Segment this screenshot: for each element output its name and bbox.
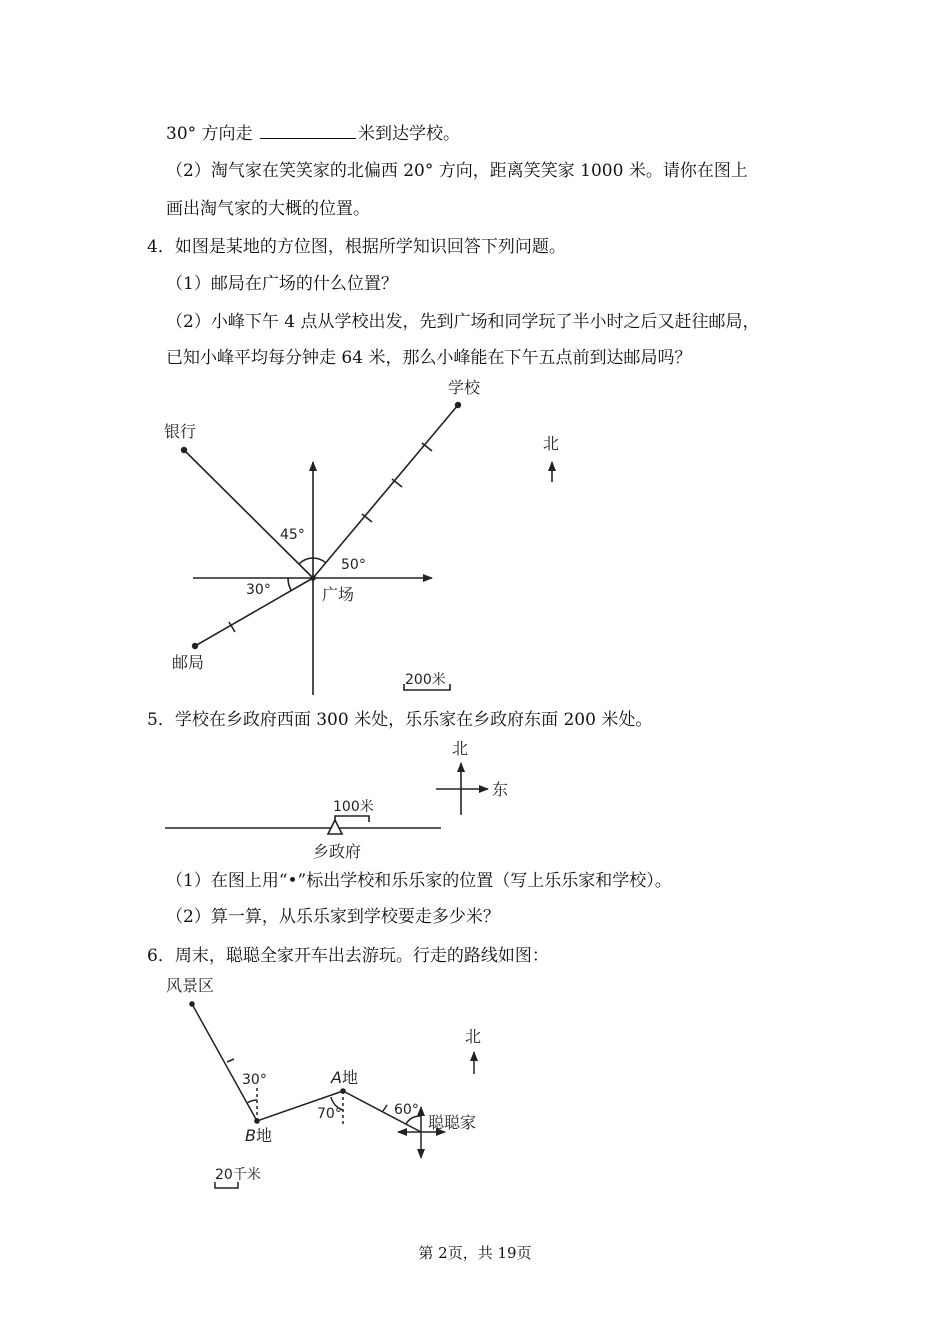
angle-50-label: 50° [341, 557, 366, 573]
q5-part1: （1）在图上用“•”标出学校和乐乐家的位置（写上乐乐家和学校）。 [166, 871, 672, 891]
q5-title: 5．学校在乡政府西面 300 米处，乐乐家在乡政府东面 200 米处。 [147, 710, 653, 730]
line-to-school [313, 405, 458, 578]
gov-label: 乡政府 [313, 842, 362, 861]
page-footer: 第 2页，共 19页 [418, 1244, 532, 1262]
angle-home-label: 60° [394, 1102, 419, 1118]
angle-45-label: 45° [280, 527, 305, 543]
q6-title: 6．周末，聪聪全家开车出去游玩。行走的路线如图： [147, 946, 549, 966]
bank-point [181, 447, 187, 453]
b-label [245, 1126, 272, 1145]
scale-label: 200米 [405, 672, 446, 688]
q3-part2-line1: （2）淘气家在笑笑家的北偏西 20° 方向，距离笑笑家 1000 米。请你在图上 [166, 161, 748, 181]
q4-part2-line1: （2）小峰下午 4 点从学校出发，先到广场和同学玩了半小时之后又赶往邮局， [166, 312, 760, 332]
bank-label: 银行 [164, 422, 197, 441]
q4-part2-line2: 已知小峰平均每分钟走 64 米，那么小峰能在下午五点前到达邮局吗？ [166, 348, 692, 368]
q4-part1: （1）邮局在广场的什么位置？ [166, 274, 398, 294]
gov-marker [328, 820, 342, 834]
line-to-bank [184, 450, 313, 578]
a-suffix: 地 [341, 1068, 358, 1087]
q5-part2: （2）算一算，从乐乐家到学校要走多少米？ [166, 907, 500, 927]
a-label [330, 1068, 358, 1087]
q3-line1-post: 米到达学校。 [357, 124, 460, 144]
scenic-point [189, 1001, 195, 1007]
school-point [455, 402, 461, 408]
q4-diagram [184, 405, 552, 695]
square-label: 广场 [322, 585, 355, 604]
home-label: 聪聪家 [428, 1113, 477, 1132]
q5-east-label: 东 [492, 780, 509, 799]
q3-line1-pre: 30° 方向走 [166, 124, 253, 144]
q6-scale-label: 20千米 [215, 1167, 261, 1183]
q4-points [181, 402, 461, 649]
north-label: 北 [543, 434, 560, 453]
q4-title: 4．如图是某地的方位图，根据所学知识回答下列问题。 [147, 237, 566, 257]
post-office-label: 邮局 [172, 653, 205, 672]
q5-scale-label: 100米 [333, 799, 374, 815]
post-office-point [192, 643, 198, 649]
scenic-label: 风景区 [166, 976, 215, 995]
angle-b-label: 30° [242, 1072, 267, 1088]
square-point [310, 575, 316, 581]
b-letter: B [245, 1126, 256, 1145]
b-suffix: 地 [255, 1126, 272, 1145]
a-letter: A [331, 1068, 342, 1087]
q6-north-label: 北 [465, 1027, 482, 1046]
q5-north-label: 北 [452, 739, 469, 758]
q5-diagram [165, 763, 488, 834]
angle-a-label: 70° [317, 1106, 342, 1122]
route-line [192, 1004, 421, 1132]
q3-part2-line2: 画出淘气家的大概的位置。 [166, 199, 370, 219]
a-point [340, 1088, 346, 1094]
school-label: 学校 [448, 378, 481, 397]
angle-30-label: 30° [246, 582, 271, 598]
q6-diagram [192, 1004, 477, 1188]
b-point [254, 1118, 260, 1124]
